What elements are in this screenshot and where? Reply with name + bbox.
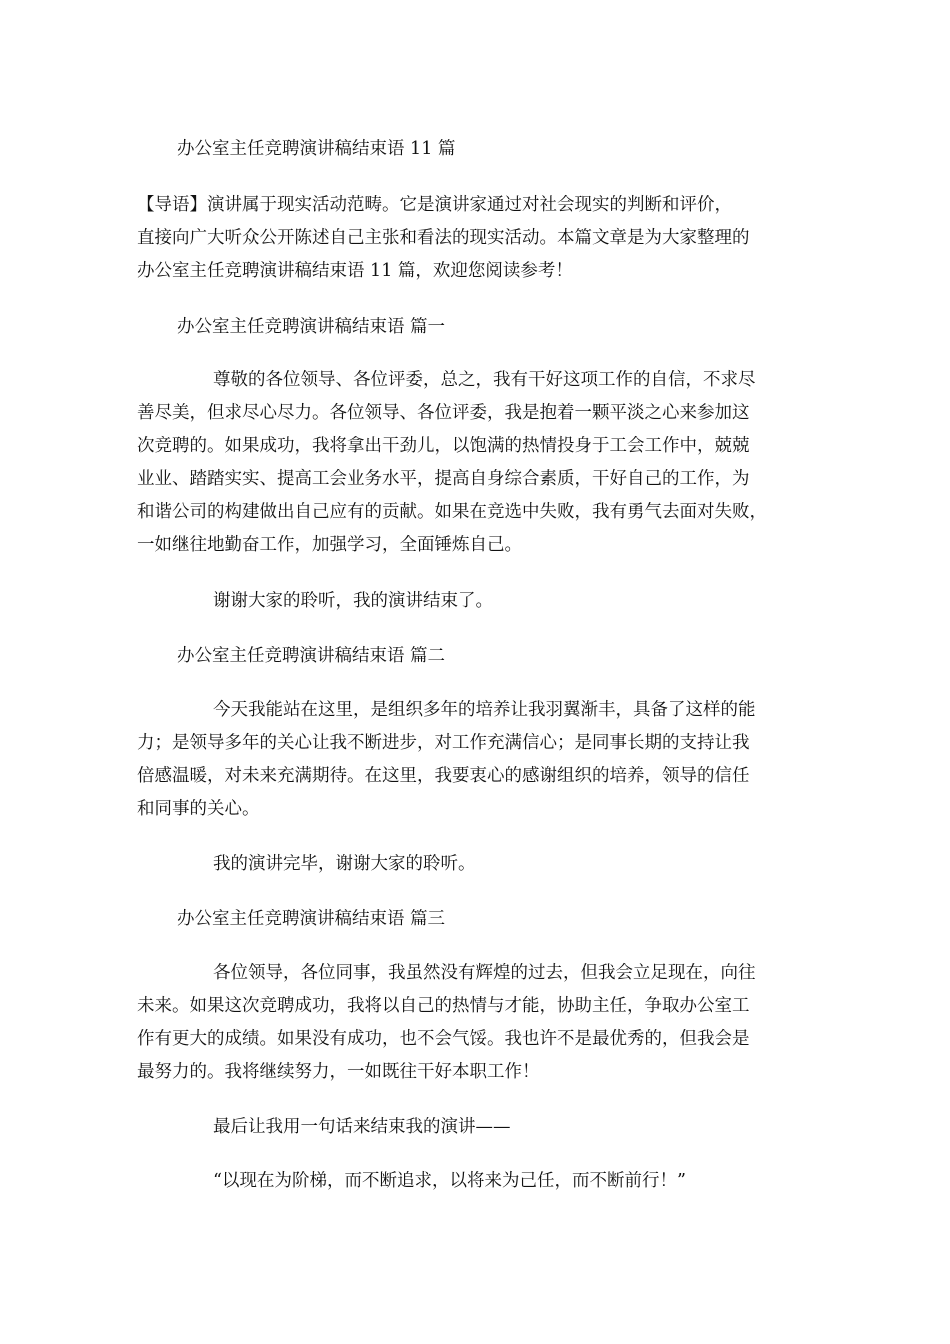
paragraph-line: 作有更大的成绩。如果没有成功，也不会气馁。我也许不是最优秀的，但我会是 bbox=[137, 1029, 750, 1049]
section-heading: 办公室主任竞聘演讲稿结束语 篇一 bbox=[177, 317, 446, 337]
closing-line: 我的演讲完毕，谢谢大家的聆听。 bbox=[213, 854, 476, 874]
closing-line: 最后让我用一句话来结束我的演讲—— bbox=[213, 1117, 511, 1137]
intro-line: 直接向广大听众公开陈述自己主张和看法的现实活动。本篇文章是为大家整理的 bbox=[137, 228, 750, 248]
paragraph-line: 一如继往地勤奋工作，加强学习，全面锤炼自己。 bbox=[137, 535, 522, 555]
paragraph-line: 善尽美，但求尽心尽力。各位领导、各位评委，我是抱着一颗平淡之心来参加这 bbox=[137, 403, 750, 423]
quote-line: “以现在为阶梯，而不断追求，以将来为己任，而不断前行！” bbox=[213, 1171, 686, 1191]
paragraph-line: 今天我能站在这里，是组织多年的培养让我羽翼渐丰，具备了这样的能 bbox=[213, 700, 756, 720]
paragraph-line: 力；是领导多年的关心让我不断进步，对工作充满信心；是同事长期的支持让我 bbox=[137, 733, 750, 753]
paragraph-line: 次竞聘的。如果成功，我将拿出干劲儿，以饱满的热情投身于工会工作中，兢兢 bbox=[137, 436, 750, 456]
intro-line: 办公室主任竞聘演讲稿结束语 11 篇，欢迎您阅读参考！ bbox=[137, 261, 573, 281]
paragraph-line: 倍感温暖，对未来充满期待。在这里，我要衷心的感谢组织的培养，领导的信任 bbox=[137, 766, 750, 786]
section-heading: 办公室主任竞聘演讲稿结束语 篇三 bbox=[177, 909, 446, 929]
paragraph-line: 和谐公司的构建做出自己应有的贡献。如果在竞选中失败，我有勇气去面对失败， bbox=[137, 502, 767, 522]
paragraph-line: 尊敬的各位领导、各位评委，总之，我有干好这项工作的自信，不求尽 bbox=[213, 370, 756, 390]
paragraph-line: 业业、踏踏实实、提高工会业务水平，提高自身综合素质，干好自己的工作，为 bbox=[137, 469, 750, 489]
document-title: 办公室主任竞聘演讲稿结束语 11 篇 bbox=[177, 139, 456, 159]
section-heading: 办公室主任竞聘演讲稿结束语 篇二 bbox=[177, 646, 446, 666]
closing-line: 谢谢大家的聆听，我的演讲结束了。 bbox=[213, 591, 493, 611]
paragraph-line: 各位领导，各位同事，我虽然没有辉煌的过去，但我会立足现在，向往 bbox=[213, 963, 756, 983]
paragraph-line: 最努力的。我将继续努力，一如既往干好本职工作！ bbox=[137, 1062, 540, 1082]
paragraph-line: 和同事的关心。 bbox=[137, 799, 260, 819]
intro-line: 【导语】演讲属于现实活动范畴。它是演讲家通过对社会现实的判断和评价， bbox=[137, 195, 732, 215]
paragraph-line: 未来。如果这次竞聘成功，我将以自己的热情与才能，协助主任，争取办公室工 bbox=[137, 996, 750, 1016]
